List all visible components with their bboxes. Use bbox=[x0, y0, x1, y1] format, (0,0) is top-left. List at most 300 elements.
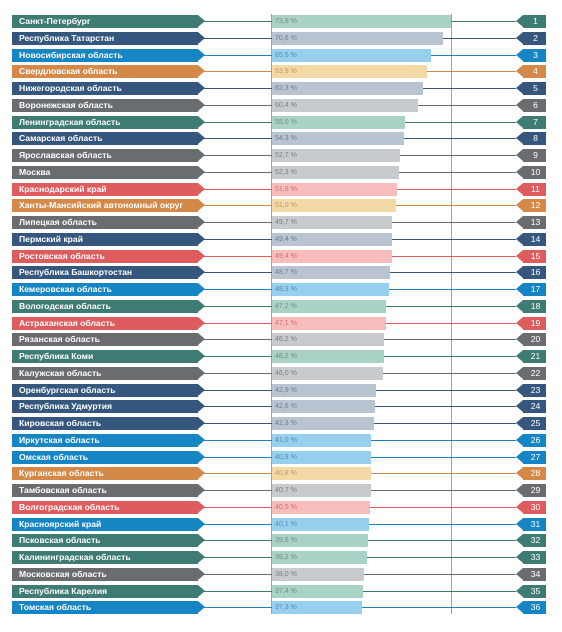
rank-badge bbox=[516, 350, 546, 363]
label-connector-line bbox=[204, 55, 272, 56]
region-label bbox=[12, 484, 204, 497]
rank-badge bbox=[516, 501, 546, 514]
value-label: 48,7 % bbox=[275, 269, 297, 277]
region-label bbox=[12, 601, 204, 614]
table-row bbox=[0, 317, 562, 330]
region-label bbox=[12, 116, 204, 129]
rank-number: 7 bbox=[533, 116, 538, 127]
rank-number: 2 bbox=[533, 32, 538, 43]
rank-badge bbox=[516, 568, 546, 581]
value-label: 37,3 % bbox=[275, 604, 297, 612]
rank-connector-line bbox=[392, 239, 516, 240]
table-row bbox=[0, 300, 562, 313]
value-label: 52,7 % bbox=[275, 152, 297, 159]
rank-connector-line bbox=[386, 306, 516, 307]
label-connector-line bbox=[204, 607, 272, 608]
label-connector-line bbox=[204, 105, 272, 106]
rank-connector-line bbox=[427, 71, 516, 72]
rank-connector-line bbox=[405, 122, 516, 123]
value-label: 46,0 % bbox=[275, 369, 297, 377]
rank-number: 11 bbox=[531, 183, 540, 194]
rank-connector-line bbox=[386, 323, 516, 324]
region-name: Новосибирская область bbox=[19, 49, 123, 60]
rank-badge-arrow bbox=[516, 32, 523, 44]
region-name: Рязанская область bbox=[19, 334, 100, 345]
table-row bbox=[0, 518, 562, 531]
table-row bbox=[0, 417, 562, 430]
region-name: Томская область bbox=[19, 602, 92, 613]
table-row bbox=[0, 551, 562, 564]
table-row bbox=[0, 384, 562, 397]
rank-connector-line bbox=[371, 440, 516, 441]
rank-badge-arrow bbox=[516, 534, 523, 546]
label-connector-line bbox=[204, 138, 272, 139]
rank-connector-line bbox=[362, 607, 516, 608]
value-label: 47,2 % bbox=[275, 302, 297, 310]
value-label: 39,6 % bbox=[275, 537, 297, 545]
region-name: Ярославская область bbox=[19, 150, 112, 160]
region-name: Ростовская область bbox=[19, 250, 105, 261]
rank-number: 31 bbox=[530, 518, 541, 529]
label-connector-line bbox=[204, 423, 272, 424]
label-connector-line bbox=[204, 222, 272, 223]
rank-connector-line bbox=[451, 21, 516, 22]
rank-number: 21 bbox=[530, 351, 541, 361]
value-label: 40,1 % bbox=[275, 520, 297, 528]
rank-badge-arrow bbox=[516, 99, 523, 111]
rank-badge-arrow bbox=[516, 15, 523, 27]
region-label bbox=[12, 99, 204, 112]
table-row bbox=[0, 367, 562, 380]
rank-badge bbox=[516, 82, 546, 95]
rank-badge bbox=[516, 585, 546, 598]
rank-badge-arrow bbox=[516, 484, 523, 496]
rank-connector-line bbox=[399, 172, 516, 173]
rank-number: 5 bbox=[533, 83, 538, 93]
region-label bbox=[12, 568, 204, 581]
label-connector-line bbox=[204, 557, 272, 558]
region-label bbox=[12, 283, 204, 296]
value-label: 49,4 % bbox=[275, 252, 297, 260]
label-connector-line bbox=[204, 21, 272, 22]
rank-badge-arrow bbox=[516, 233, 523, 245]
value-bar bbox=[272, 15, 451, 28]
region-name: Калужская область bbox=[19, 367, 102, 378]
value-label: 52,3 % bbox=[275, 168, 297, 176]
rank-connector-line bbox=[418, 105, 516, 106]
rank-badge bbox=[516, 216, 546, 229]
value-label: 42,3 % bbox=[275, 420, 297, 427]
rank-badge bbox=[516, 451, 546, 464]
rank-badge-arrow bbox=[516, 116, 523, 128]
rank-badge-arrow bbox=[516, 518, 523, 530]
region-label bbox=[12, 300, 204, 313]
rank-badge-arrow bbox=[516, 183, 523, 195]
rank-number: 36 bbox=[530, 602, 541, 613]
label-connector-line bbox=[204, 88, 272, 89]
region-name: Нижегородская область bbox=[19, 83, 122, 93]
rank-badge-arrow bbox=[516, 216, 523, 228]
label-connector-line bbox=[204, 272, 272, 273]
region-label bbox=[12, 233, 204, 246]
rank-badge-arrow bbox=[516, 585, 523, 597]
rank-number: 6 bbox=[533, 99, 538, 110]
rank-badge-arrow bbox=[516, 367, 523, 379]
table-row bbox=[0, 32, 562, 45]
region-label bbox=[12, 400, 204, 413]
value-label: 51,0 % bbox=[275, 202, 297, 210]
rank-number: 28 bbox=[530, 468, 541, 479]
region-label bbox=[12, 350, 204, 363]
value-label: 42,9 % bbox=[275, 386, 297, 394]
label-connector-line bbox=[204, 356, 272, 357]
rank-badge bbox=[516, 601, 546, 614]
rank-number: 10 bbox=[530, 166, 541, 177]
rank-badge bbox=[516, 15, 546, 28]
region-name: Ленинградская область bbox=[19, 116, 121, 127]
value-label: 55,0 % bbox=[275, 118, 297, 126]
rank-connector-line bbox=[392, 256, 516, 257]
rank-number: 29 bbox=[530, 485, 541, 495]
rank-badge-arrow bbox=[516, 166, 523, 178]
label-connector-line bbox=[204, 38, 272, 39]
table-row bbox=[0, 99, 562, 112]
region-label bbox=[12, 216, 204, 229]
rank-connector-line bbox=[384, 339, 516, 340]
label-connector-line bbox=[204, 205, 272, 206]
label-connector-line bbox=[204, 155, 272, 156]
region-name: Самарская область bbox=[19, 133, 103, 144]
label-connector-line bbox=[204, 591, 272, 592]
rank-badge-arrow bbox=[516, 283, 523, 295]
rank-number: 26 bbox=[530, 434, 541, 445]
region-name: Псковская область bbox=[19, 535, 101, 546]
label-connector-line bbox=[204, 239, 272, 240]
rank-badge bbox=[516, 32, 546, 45]
region-name: Краснодарский край bbox=[19, 183, 107, 194]
table-row bbox=[0, 49, 562, 62]
region-label bbox=[12, 451, 204, 464]
value-label: 40,5 % bbox=[275, 503, 297, 511]
label-connector-line bbox=[204, 406, 272, 407]
rank-badge bbox=[516, 116, 546, 129]
region-name: Свердловская область bbox=[19, 66, 118, 77]
rank-connector-line bbox=[369, 524, 516, 525]
rank-badge bbox=[516, 434, 546, 447]
region-name: Кировская область bbox=[19, 418, 102, 428]
label-connector-line bbox=[204, 71, 272, 72]
table-row bbox=[0, 501, 562, 514]
value-label: 48,3 % bbox=[275, 286, 297, 293]
table-row bbox=[0, 400, 562, 413]
rank-badge bbox=[516, 333, 546, 346]
value-label: 37,4 % bbox=[275, 587, 297, 595]
value-label: 54,3 % bbox=[275, 135, 297, 143]
rank-badge-arrow bbox=[516, 400, 523, 412]
table-row bbox=[0, 350, 562, 363]
rank-badge bbox=[516, 534, 546, 547]
region-label bbox=[12, 417, 204, 430]
rank-badge-arrow bbox=[516, 149, 523, 161]
region-name: Вологодская область bbox=[19, 300, 111, 311]
region-name: Оренбургская область bbox=[19, 384, 116, 395]
rank-badge bbox=[516, 317, 546, 330]
rank-number: 18 bbox=[530, 300, 541, 311]
rank-connector-line bbox=[368, 540, 516, 541]
rank-badge-arrow bbox=[516, 350, 523, 362]
region-label bbox=[12, 15, 204, 28]
rank-badge bbox=[516, 132, 546, 145]
rank-badge bbox=[516, 417, 546, 430]
region-label bbox=[12, 266, 204, 279]
rank-badge bbox=[516, 400, 546, 413]
rank-badge bbox=[516, 99, 546, 112]
value-label: 40,8 % bbox=[275, 470, 297, 478]
value-label: 46,2 % bbox=[275, 336, 297, 344]
rank-badge-arrow bbox=[516, 467, 523, 479]
rank-connector-line bbox=[374, 423, 516, 424]
region-name: Красноярский край bbox=[19, 518, 102, 529]
label-connector-line bbox=[204, 256, 272, 257]
rank-number: 17 bbox=[530, 284, 541, 294]
region-name: Санкт-Петербург bbox=[19, 16, 91, 26]
table-row bbox=[0, 65, 562, 78]
region-label bbox=[12, 317, 204, 330]
rank-connector-line bbox=[376, 390, 516, 391]
label-connector-line bbox=[204, 490, 272, 491]
region-label bbox=[12, 183, 204, 196]
value-label: 39,2 % bbox=[275, 554, 297, 561]
label-connector-line bbox=[204, 540, 272, 541]
rank-badge-arrow bbox=[516, 199, 523, 211]
value-label: 46,2 % bbox=[275, 353, 297, 360]
rank-number: 13 bbox=[530, 217, 541, 227]
rank-number: 14 bbox=[530, 233, 541, 244]
rank-connector-line bbox=[367, 557, 516, 558]
region-label bbox=[12, 49, 204, 62]
rank-badge-arrow bbox=[516, 551, 523, 563]
rank-connector-line bbox=[375, 406, 516, 407]
table-row bbox=[0, 534, 562, 547]
region-label bbox=[12, 65, 204, 78]
rank-badge-arrow bbox=[516, 300, 523, 312]
rank-badge-arrow bbox=[516, 384, 523, 396]
rank-number: 24 bbox=[530, 401, 541, 412]
region-name: Тамбовская область bbox=[19, 485, 107, 495]
table-row bbox=[0, 149, 562, 162]
rank-badge-arrow bbox=[516, 266, 523, 278]
region-label bbox=[12, 132, 204, 145]
label-connector-line bbox=[204, 189, 272, 190]
rank-connector-line bbox=[404, 138, 516, 139]
rank-connector-line bbox=[363, 591, 516, 592]
rank-connector-line bbox=[371, 473, 516, 474]
region-label bbox=[12, 367, 204, 380]
region-label bbox=[12, 82, 204, 95]
region-name: Волгоградская область bbox=[19, 501, 120, 512]
region-label bbox=[12, 518, 204, 531]
region-label bbox=[12, 467, 204, 480]
rank-number: 34 bbox=[530, 568, 541, 579]
table-row bbox=[0, 451, 562, 464]
table-row bbox=[0, 116, 562, 129]
table-row bbox=[0, 82, 562, 95]
rank-badge-arrow bbox=[516, 317, 523, 329]
rank-badge-arrow bbox=[516, 250, 523, 262]
table-row bbox=[0, 283, 562, 296]
rank-number: 25 bbox=[530, 418, 541, 428]
region-name: Московская область bbox=[19, 568, 107, 579]
label-connector-line bbox=[204, 507, 272, 508]
value-label: 40,7 % bbox=[275, 487, 297, 494]
value-label: 49,4 % bbox=[275, 235, 297, 243]
label-connector-line bbox=[204, 457, 272, 458]
rank-badge bbox=[516, 283, 546, 296]
value-label: 42,6 % bbox=[275, 403, 297, 411]
rank-number: 16 bbox=[530, 267, 541, 278]
rank-number: 27 bbox=[530, 451, 541, 462]
region-label bbox=[12, 434, 204, 447]
rank-connector-line bbox=[423, 88, 516, 89]
rank-connector-line bbox=[392, 222, 516, 223]
rank-number: 19 bbox=[530, 317, 541, 328]
table-row bbox=[0, 467, 562, 480]
value-label: 41,0 % bbox=[275, 436, 297, 444]
rank-badge bbox=[516, 384, 546, 397]
rank-badge bbox=[516, 149, 546, 162]
region-label bbox=[12, 384, 204, 397]
rank-badge bbox=[516, 49, 546, 62]
label-connector-line bbox=[204, 524, 272, 525]
rank-number: 23 bbox=[530, 384, 541, 395]
rank-number: 20 bbox=[530, 334, 541, 345]
region-label bbox=[12, 149, 204, 162]
table-row bbox=[0, 183, 562, 196]
table-row bbox=[0, 15, 562, 28]
rank-number: 4 bbox=[533, 66, 538, 77]
rank-connector-line bbox=[390, 272, 516, 273]
rank-badge-arrow bbox=[516, 601, 523, 613]
rank-connector-line bbox=[383, 373, 516, 374]
value-label: 38,0 % bbox=[275, 570, 297, 578]
rank-badge bbox=[516, 518, 546, 531]
rank-badge-arrow bbox=[516, 132, 523, 144]
value-label: 49,7 % bbox=[275, 219, 297, 226]
table-row bbox=[0, 484, 562, 497]
rank-badge-arrow bbox=[516, 568, 523, 580]
region-name: Кемеровская область bbox=[19, 284, 112, 294]
value-label: 70,6 % bbox=[275, 34, 297, 42]
region-label bbox=[12, 166, 204, 179]
table-row bbox=[0, 233, 562, 246]
region-name: Ханты-Мансийский автономный округ bbox=[19, 200, 183, 211]
rank-badge bbox=[516, 266, 546, 279]
value-label: 47,1 % bbox=[275, 319, 297, 327]
rank-connector-line bbox=[389, 289, 516, 290]
region-name: Республика Коми bbox=[19, 351, 94, 361]
value-label: 51,8 % bbox=[275, 185, 297, 193]
rank-badge-arrow bbox=[516, 49, 523, 61]
region-name: Воронежская область bbox=[19, 99, 113, 110]
label-connector-line bbox=[204, 473, 272, 474]
region-label bbox=[12, 534, 204, 547]
region-name: Омская область bbox=[19, 451, 89, 462]
table-row bbox=[0, 199, 562, 212]
rank-badge-arrow bbox=[516, 65, 523, 77]
region-name: Курганская область bbox=[19, 468, 104, 479]
region-name: Иркутская область bbox=[19, 434, 100, 445]
rank-number: 32 bbox=[530, 535, 541, 546]
rank-number: 33 bbox=[530, 552, 541, 562]
table-row bbox=[0, 266, 562, 279]
table-row bbox=[0, 166, 562, 179]
rank-connector-line bbox=[400, 155, 516, 156]
region-name: Республика Татарстан bbox=[19, 32, 115, 43]
rank-number: 30 bbox=[530, 501, 541, 512]
rank-connector-line bbox=[364, 574, 516, 575]
value-label: 63,9 % bbox=[275, 68, 297, 76]
value-label: 65,5 % bbox=[275, 51, 297, 59]
region-label bbox=[12, 32, 204, 45]
rank-badge bbox=[516, 233, 546, 246]
table-row bbox=[0, 585, 562, 598]
rank-badge bbox=[516, 367, 546, 380]
region-name: Москва bbox=[19, 166, 51, 177]
region-label bbox=[12, 551, 204, 564]
rank-connector-line bbox=[371, 490, 516, 491]
region-name: Астраханская область bbox=[19, 317, 115, 328]
label-connector-line bbox=[204, 390, 272, 391]
rank-number: 35 bbox=[530, 585, 541, 596]
rank-badge-arrow bbox=[516, 501, 523, 513]
rank-connector-line bbox=[384, 356, 516, 357]
rank-badge bbox=[516, 467, 546, 480]
rank-number: 15 bbox=[530, 250, 541, 261]
rank-badge bbox=[516, 551, 546, 564]
rank-badge-arrow bbox=[516, 82, 523, 94]
rank-number: 9 bbox=[533, 150, 538, 160]
rank-badge-arrow bbox=[516, 451, 523, 463]
rank-connector-line bbox=[371, 457, 516, 458]
rank-badge bbox=[516, 183, 546, 196]
label-connector-line bbox=[204, 440, 272, 441]
value-bar bbox=[272, 32, 443, 45]
label-connector-line bbox=[204, 323, 272, 324]
rank-badge bbox=[516, 484, 546, 497]
rank-number: 12 bbox=[530, 200, 541, 211]
table-row bbox=[0, 568, 562, 581]
region-name: Пермский край bbox=[19, 233, 83, 244]
table-row bbox=[0, 216, 562, 229]
table-row bbox=[0, 250, 562, 263]
value-label: 60,4 % bbox=[275, 101, 297, 109]
region-name: Калининградская область bbox=[19, 552, 131, 562]
value-label: 62,3 % bbox=[275, 85, 297, 92]
value-label: 40,9 % bbox=[275, 453, 297, 461]
table-row bbox=[0, 132, 562, 145]
rank-number: 1 bbox=[533, 16, 538, 26]
label-connector-line bbox=[204, 339, 272, 340]
rank-badge bbox=[516, 65, 546, 78]
region-label bbox=[12, 585, 204, 598]
region-label bbox=[12, 250, 204, 263]
rank-badge-arrow bbox=[516, 333, 523, 345]
rank-badge bbox=[516, 300, 546, 313]
label-connector-line bbox=[204, 306, 272, 307]
table-row bbox=[0, 434, 562, 447]
label-connector-line bbox=[204, 574, 272, 575]
label-connector-line bbox=[204, 172, 272, 173]
